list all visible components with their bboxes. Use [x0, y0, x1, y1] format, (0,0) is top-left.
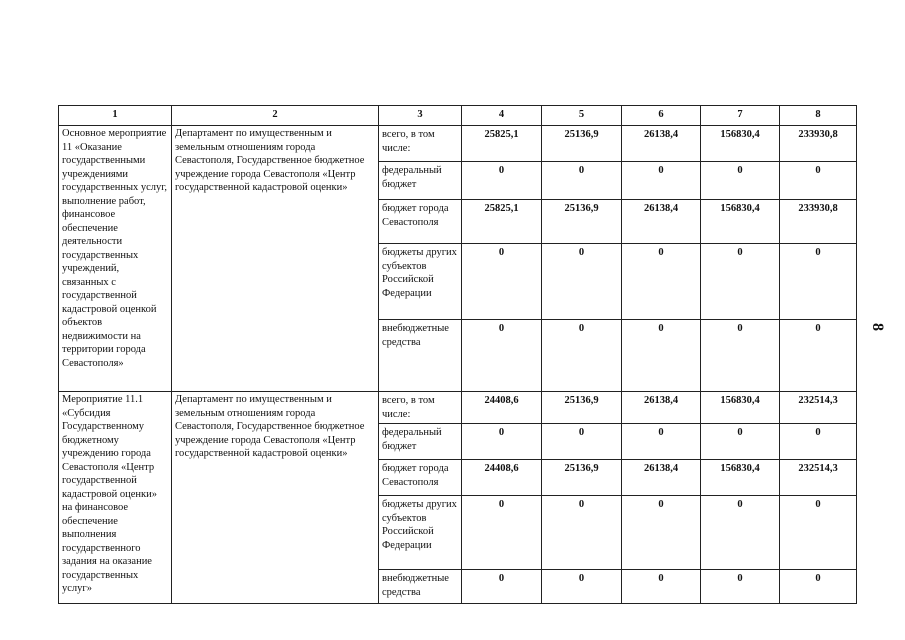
- funding-source-cell: всего, в том числе:: [379, 126, 462, 162]
- value-cell: 156830,4: [701, 126, 780, 162]
- value-cell: 0: [542, 162, 622, 200]
- value-cell: 0: [462, 496, 542, 570]
- col-header-5: 5: [542, 106, 622, 126]
- table-row: [59, 126, 857, 162]
- value-cell: 0: [542, 320, 622, 392]
- executor-cell: Департамент по имущественным и земельным отношениям города Севастополя, Государственное бюджетное учреждение города Севастополя «Центр государственной кадастровой оценки»: [172, 392, 379, 604]
- funding-source-cell: внебюджетные средства: [379, 570, 462, 604]
- value-cell: 0: [542, 570, 622, 604]
- value-cell: 0: [622, 496, 701, 570]
- value-cell: 156830,4: [701, 392, 780, 424]
- value-cell: 0: [780, 570, 857, 604]
- value-cell: 0: [701, 244, 780, 320]
- value-cell: 156830,4: [701, 460, 780, 496]
- table-row: [59, 392, 857, 424]
- activity-cell: Основное мероприятие 11 «Оказание государственными учреждениями государственных услуг, выполнение работ, финансовое обеспечение деятельности государственных учреждений, связанных с государственной кадастровой оценкой объектов недвижимости на территории города Севастополя»: [59, 126, 172, 392]
- value-cell: 25136,9: [542, 126, 622, 162]
- value-cell: 0: [701, 320, 780, 392]
- value-cell: 25825,1: [462, 126, 542, 162]
- page-number: 8: [869, 323, 886, 331]
- value-cell: 0: [701, 162, 780, 200]
- value-cell: 0: [622, 424, 701, 460]
- executor-cell: Департамент по имущественным и земельным отношениям города Севастополя, Государственное бюджетное учреждение города Севастополя «Центр государственной кадастровой оценки»: [172, 126, 379, 392]
- value-cell: 0: [542, 424, 622, 460]
- value-cell: 26138,4: [622, 460, 701, 496]
- value-cell: 0: [701, 570, 780, 604]
- value-cell: 233930,8: [780, 126, 857, 162]
- value-cell: 0: [462, 162, 542, 200]
- value-cell: 232514,3: [780, 392, 857, 424]
- value-cell: 25136,9: [542, 460, 622, 496]
- value-cell: 24408,6: [462, 392, 542, 424]
- value-cell: 0: [542, 496, 622, 570]
- value-cell: 0: [462, 424, 542, 460]
- value-cell: 0: [462, 244, 542, 320]
- funding-source-cell: федеральный бюджет: [379, 424, 462, 460]
- activity-cell: Мероприятие 11.1 «Субсидия Государственному бюджетному учреждению города Севастополя «Центр государственной кадастровой оценки» на финансовое обеспечение выполнения государственного задания на оказание государственных услуг»: [59, 392, 172, 604]
- value-cell: 26138,4: [622, 126, 701, 162]
- funding-source-cell: бюджеты других субъектов Российской Федерации: [379, 244, 462, 320]
- value-cell: 0: [462, 320, 542, 392]
- budget-table-sheet: [58, 105, 856, 604]
- value-cell: 0: [780, 496, 857, 570]
- value-cell: 0: [622, 570, 701, 604]
- value-cell: 0: [462, 570, 542, 604]
- value-cell: 0: [780, 162, 857, 200]
- col-header-2: 2: [172, 106, 379, 126]
- value-cell: 156830,4: [701, 200, 780, 244]
- funding-source-cell: внебюджетные средства: [379, 320, 462, 392]
- funding-source-cell: федеральный бюджет: [379, 162, 462, 200]
- col-header-7: 7: [701, 106, 780, 126]
- value-cell: 25825,1: [462, 200, 542, 244]
- col-header-6: 6: [622, 106, 701, 126]
- value-cell: 232514,3: [780, 460, 857, 496]
- funding-source-cell: бюджет города Севастополя: [379, 200, 462, 244]
- value-cell: 25136,9: [542, 200, 622, 244]
- value-cell: 24408,6: [462, 460, 542, 496]
- value-cell: 0: [622, 162, 701, 200]
- value-cell: 0: [622, 320, 701, 392]
- budget-table: [58, 105, 857, 604]
- col-header-3: 3: [379, 106, 462, 126]
- value-cell: 0: [780, 320, 857, 392]
- funding-source-cell: бюджеты других субъектов Российской Федерации: [379, 496, 462, 570]
- value-cell: 26138,4: [622, 200, 701, 244]
- value-cell: 233930,8: [780, 200, 857, 244]
- value-cell: 0: [701, 424, 780, 460]
- value-cell: 0: [780, 424, 857, 460]
- col-header-1: 1: [59, 106, 172, 126]
- col-header-4: 4: [462, 106, 542, 126]
- value-cell: 26138,4: [622, 392, 701, 424]
- value-cell: 0: [701, 496, 780, 570]
- funding-source-cell: бюджет города Севастополя: [379, 460, 462, 496]
- funding-source-cell: всего, в том числе:: [379, 392, 462, 424]
- value-cell: 25136,9: [542, 392, 622, 424]
- value-cell: 0: [542, 244, 622, 320]
- col-header-8: 8: [780, 106, 857, 126]
- value-cell: 0: [780, 244, 857, 320]
- header-row: [59, 106, 857, 126]
- value-cell: 0: [622, 244, 701, 320]
